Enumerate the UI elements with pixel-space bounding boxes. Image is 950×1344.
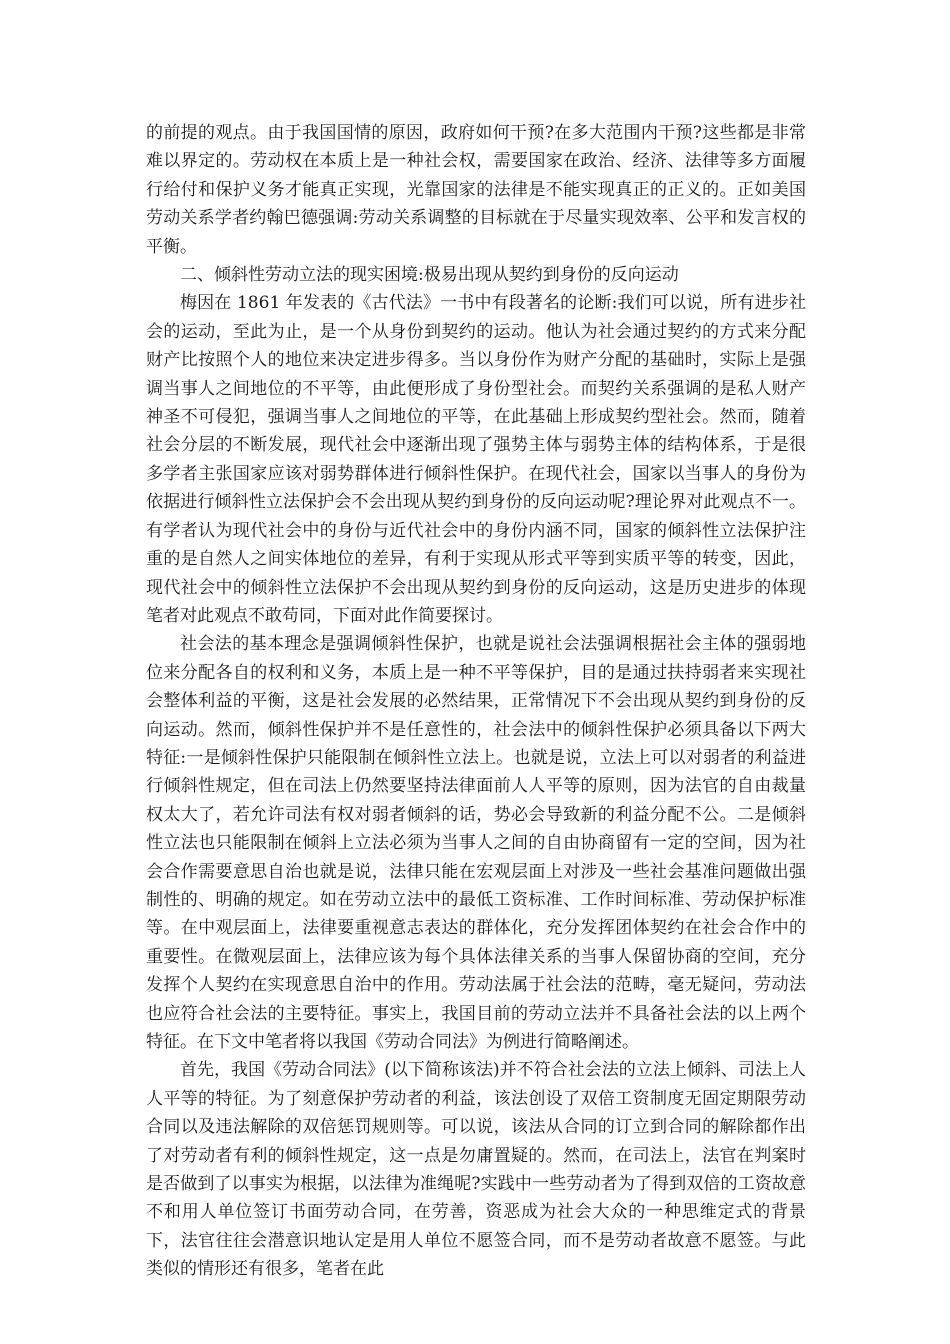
paragraph-continuation: 的前提的观点。由于我国国情的原因，政府如何干预?在多大范围内干预?这些都是非常难以界定的。劳动权在本质上是一种社会权，需要国家在政治、经济、法律等多方面履行给付和保护义务才能真正实现，光靠国家的法律是不能实现真正的正义的。正如美国劳动关系学者约翰巴德强调:劳动关系调整的目标就在于尽量实现效率、公平和发言权的平衡。	[146, 123, 806, 257]
paragraph: 梅因在 1861 年发表的《古代法》一书中有段著名的论断:我们可以说，所有进步社会的运动，至此为止，是一个从身份到契约的运动。他认为社会通过契约的方式来分配财产比按照个人的地位来决定进步得多。当以身份作为财产分配的基础时，实际上是强调当事人之间地位的不平等，由此便形成了身份型社会。而契约关系强调的是私人财产神圣不可侵犯，强调当事人之间地位的平等，在此基础上形成契约型社会。然而，随着社会分层的不断发展，现代社会中逐渐出现了强势主体与弱势主体的结构体系，于是很多学者主张国家应该对弱势群体进行倾斜性保护。在现代社会，国家以当事人的身份为依据进行倾斜性立法保护会不会出现从契约到身份的反向运动呢?理论界对此观点不一。有学者认为现代社会中的身份与近代社会中的身份内涵不同，国家的倾斜性立法保护注重的是自然人之间实体地位的差异，有利于实现从形式平等到实质平等的转变，因此，现代社会中的倾斜性立法保护不会出现从契约到身份的反向运动，这是历史进步的体现笔者对此观点不敢苟同，下面对此作简要探讨。	[146, 293, 806, 626]
paragraph: 首先，我国《劳动合同法》(以下简称该法)并不符合社会法的立法上倾斜、司法上人人平等的特征。为了刻意保护劳动者的利益，该法创设了双倍工资制度无固定期限劳动合同以及违法解除的双倍惩罚规则等。可以说，该法从合同的订立到合同的解除都作出了对劳动者有利的倾斜性规定，这一点是勿庸置疑的。然而，在司法上，法官在判案时是否做到了以事实为根据，以法律为准绳呢?实践中一些劳动者为了得到双倍的工资故意不和用人单位签订书面劳动合同，在劳善，资恶成为社会大众的一种思维定式的背景下，法官往往会潜意识地认定是用人单位不愿签合同，而不是劳动者故意不愿签。与此类似的情形还有很多，笔者在此	[146, 1060, 806, 1280]
paragraph: 社会法的基本理念是强调倾斜性保护，也就是说社会法强调根据社会主体的强弱地位来分配各自的权利和义务，本质上是一种不平等保护，目的是通过扶持弱者来实现社会整体利益的平衡，这是社会发展的必然结果，正常情况下不会出现从契约到身份的反向运动。然而，倾斜性保护并不是任意性的，社会法中的倾斜性保护必须具备以下两大特征:一是倾斜性保护只能限制在倾斜性立法上。也就是说，立法上可以对弱者的利益进行倾斜性规定，但在司法上仍然要坚持法律面前人人平等的原则，因为法官的自由裁量权太大了，若允许司法有权对弱者倾斜的话，势必会导致新的利益分配不公。二是倾斜性立法也只能限制在倾斜上立法必须为当事人之间的自由协商留有一定的空间，因为社会合作需要意思自治也就是说，法律只能在宏观层面上对涉及一些社会基准问题做出强制性的、明确的规定。如在劳动立法中的最低工资标准、工作时间标准、劳动保护标准等。在中观层面上，法律要重视意志表达的群体化，充分发挥团体契约在社会合作中的重要性。在微观层面上，法律应该为每个具体法律关系的当事人保留协商的空间，充分发挥个人契约在实现意思自治中的作用。劳动法属于社会法的范畴，毫无疑问，劳动法也应符合社会法的主要特征。事实上，我国目前的劳动立法并不具备社会法的以上两个特征。在下文中笔者将以我国《劳动合同法》为例进行简略阐述。	[146, 634, 806, 1052]
section-heading: 二、倾斜性劳动立法的现实困境:极易出现从契约到身份的反向运动	[180, 265, 679, 286]
document-page	[146, 119, 806, 1284]
